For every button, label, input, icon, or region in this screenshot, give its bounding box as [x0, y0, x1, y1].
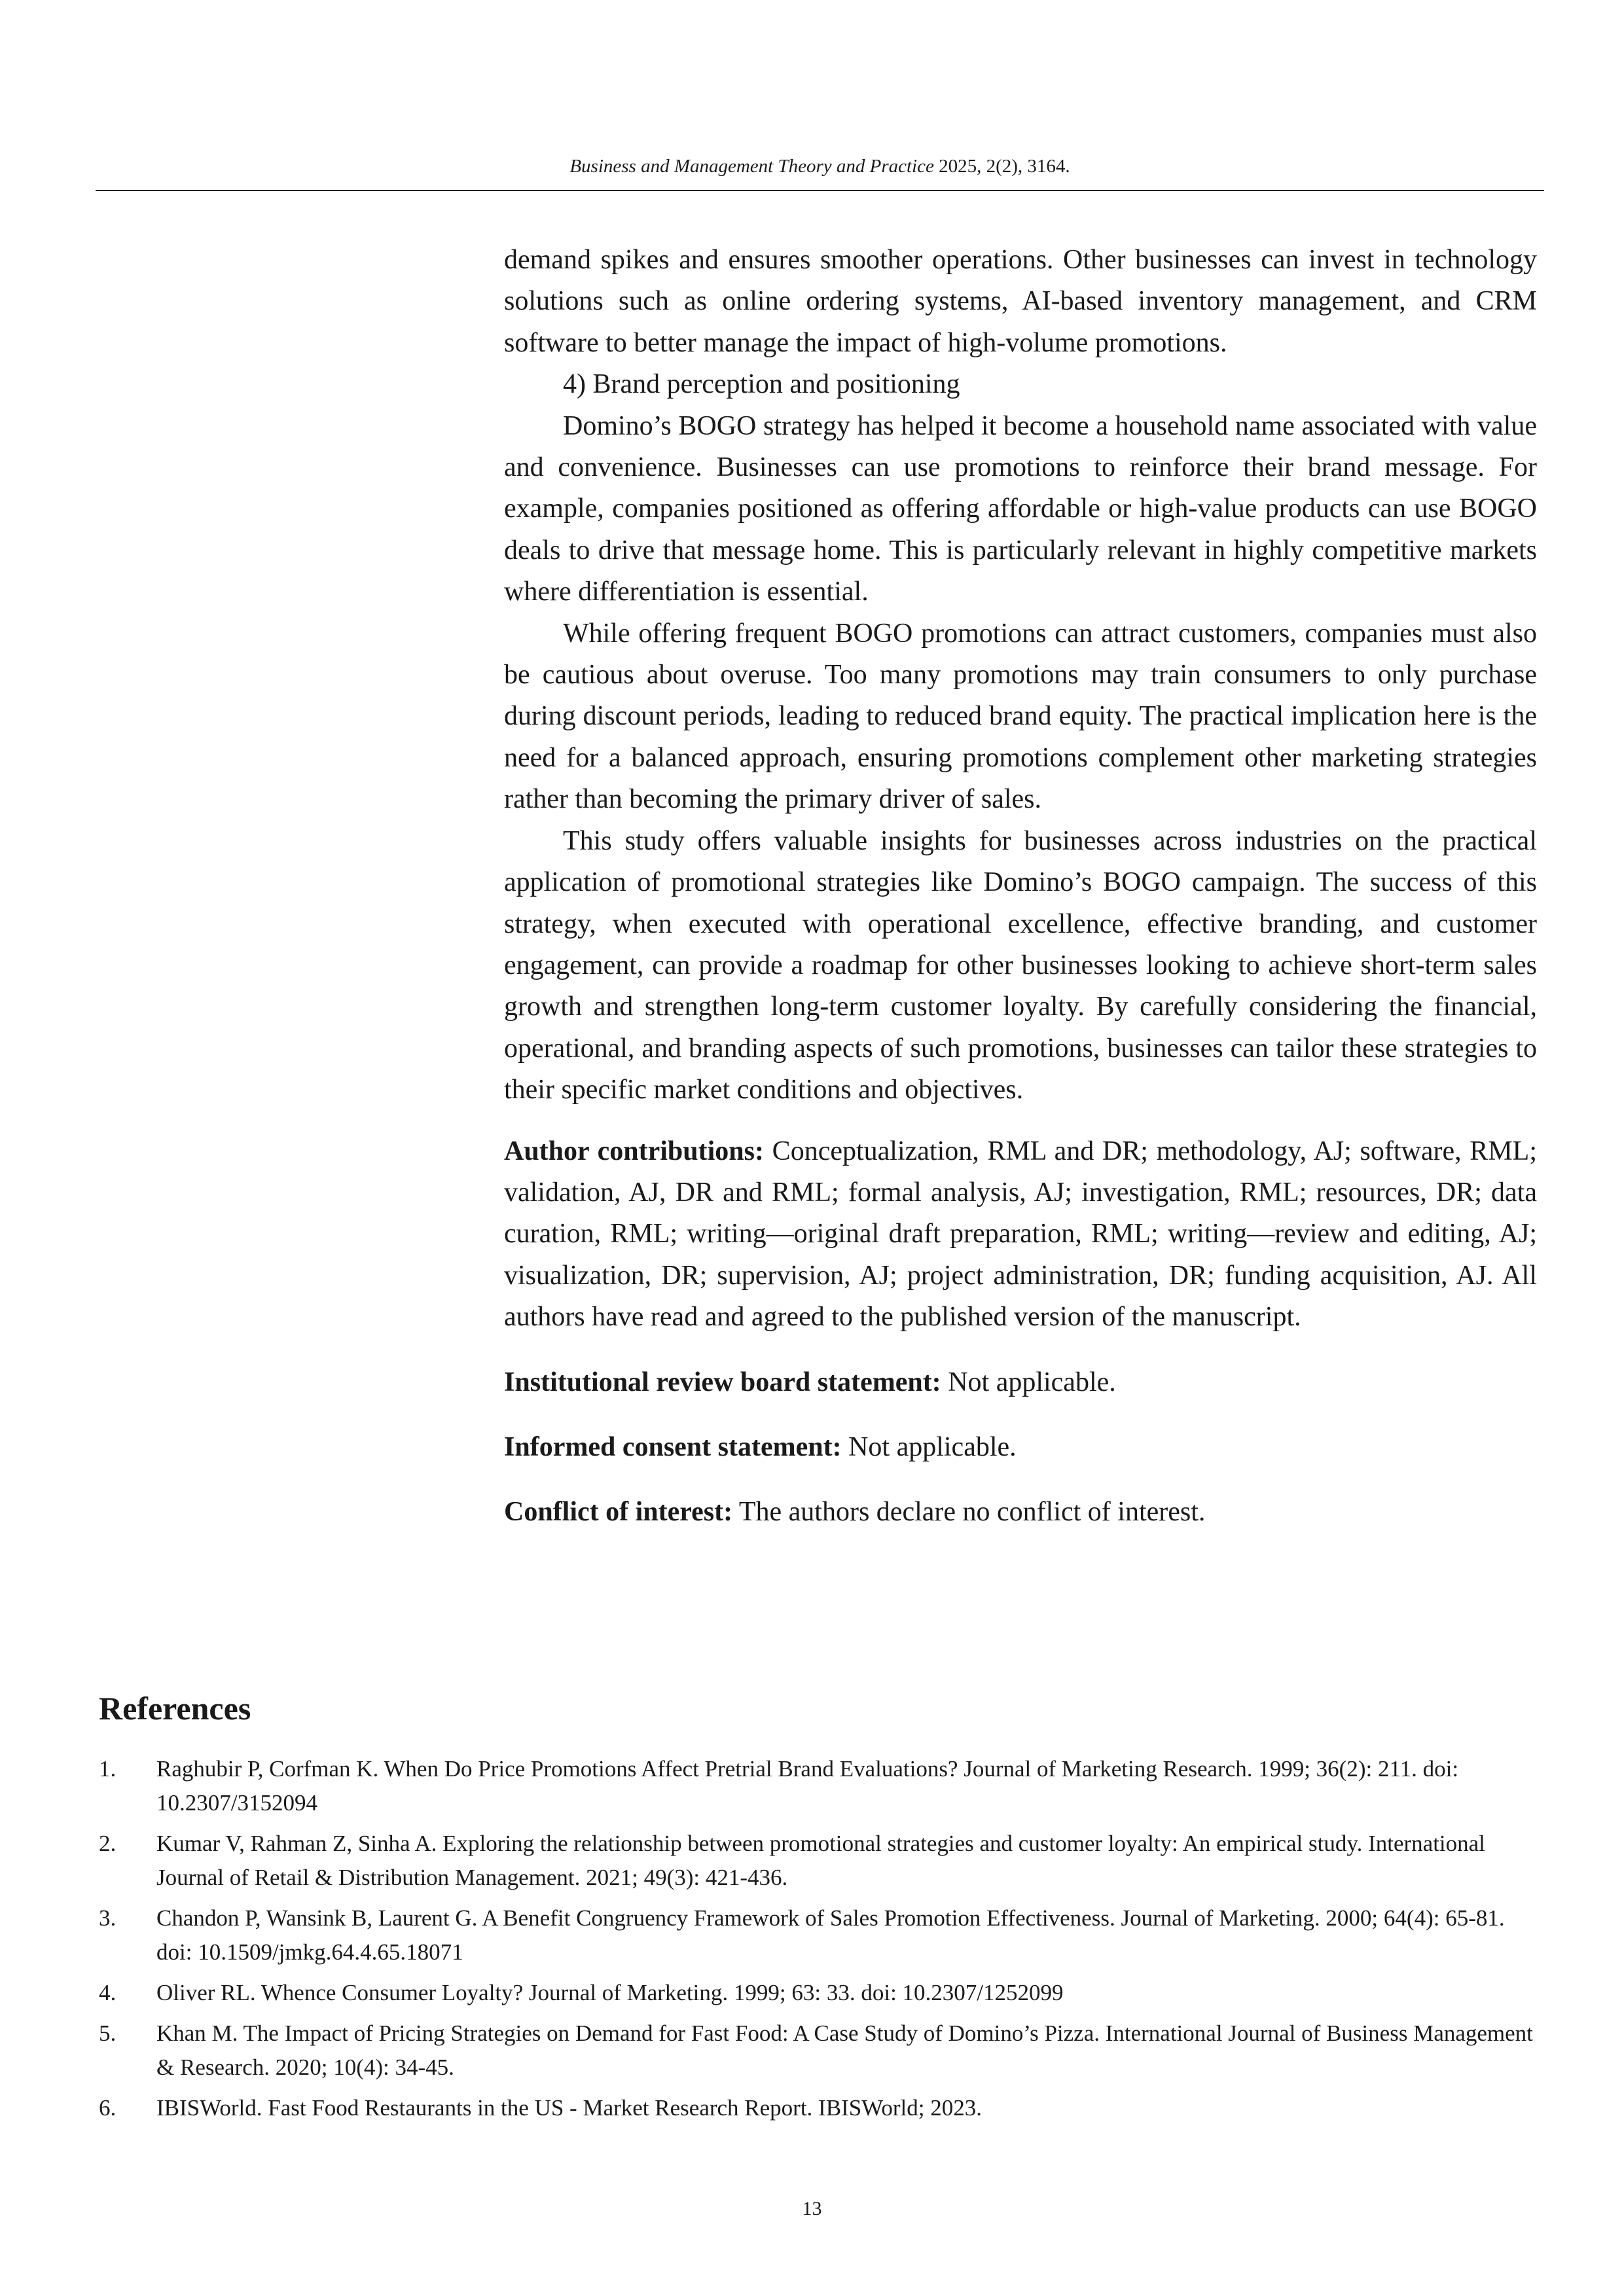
irb-label: Institutional review board statement: — [504, 1367, 941, 1397]
reference-item — [99, 2017, 1539, 2085]
reference-text: Raghubir P, Corfman K. When Do Price Promotions Affect Pretrial Brand Evaluations? Journal of Marketing Research. 1999; 36(2): 211. doi: 10.2307/3152094 — [156, 1756, 1459, 1816]
reference-item — [99, 1827, 1539, 1895]
reference-number: 4. — [99, 1980, 117, 2005]
reference-number: 2. — [99, 1831, 117, 1856]
reference-number: 1. — [99, 1756, 117, 1782]
header-divider — [96, 190, 1544, 191]
page-number: 13 — [802, 2198, 822, 2219]
references-heading: References — [99, 1690, 251, 1727]
reference-text: Oliver RL. Whence Consumer Loyalty? Journal of Marketing. 1999; 63: 33. doi: 10.2307/1252099 — [156, 1980, 1064, 2005]
body-paragraph: Domino’s BOGO strategy has helped it become a household name associated with value and convenience. Businesses can use promotions to reinforce their brand message. For example, companies positioned as offering affordable or high-value products can use BOGO deals to drive that message home. This is particularly relevant in highly competitive markets where differentiation is essential. — [504, 410, 1537, 607]
irb-statement — [504, 1362, 1537, 1403]
main-text-column — [504, 240, 1537, 1534]
journal-citation: 2025, 2(2), 3164. — [933, 156, 1070, 177]
conflict-statement — [504, 1492, 1537, 1533]
reference-item — [99, 1752, 1539, 1820]
reference-item — [99, 1901, 1539, 1969]
reference-number: 6. — [99, 2095, 117, 2121]
author-contributions-statement — [504, 1131, 1537, 1338]
reference-number: 5. — [99, 2020, 117, 2046]
consent-statement — [504, 1427, 1537, 1468]
irb-text: Not applicable. — [941, 1367, 1116, 1397]
section-subheading: 4) Brand perception and positioning — [563, 369, 960, 400]
reference-number: 3. — [99, 1905, 117, 1931]
reference-item — [99, 1976, 1539, 2010]
reference-text: Khan M. The Impact of Pricing Strategies on Demand for Fast Food: A Case Study of Domino’s Pizza. International Journal of Business Management & Research. 2020; 10(4): 34-45. — [156, 2020, 1533, 2080]
conflict-text: The authors declare no conflict of interest. — [732, 1497, 1206, 1528]
running-header — [96, 154, 1544, 178]
reference-item — [99, 2091, 1539, 2125]
author-contributions-text: Conceptualization, RML and DR; methodology, AJ; software, RML; validation, AJ, DR and RML; formal analysis, AJ; investigation, RML; resources, DR; data curation, RML; writing—original draft preparation, RML; writing—review and editing, AJ; visualization, DR; supervision, AJ; project administration, DR; funding acquisition, AJ. All authors have read and agreed to the published version of the manuscript. — [504, 1136, 1537, 1333]
body-paragraph: This study offers valuable insights for businesses across industries on the practical application of promotional strategies like Domino’s BOGO campaign. The success of this strategy, when executed with operational excellence, effective branding, and customer engagement, can provide a roadmap for other businesses looking to achieve short-term sales growth and strengthen long-term customer loyalty. By carefully considering the financial, operational, and branding aspects of such promotions, businesses can tailor these strategies to their specific market conditions and objectives. — [504, 825, 1537, 1105]
conflict-label: Conflict of interest: — [504, 1497, 733, 1528]
reference-text: Chandon P, Wansink B, Laurent G. A Benefit Congruency Framework of Sales Promotion Effectiveness. Journal of Marketing. 2000; 64(4): 65-81. doi: 10.1509/jmkg.64.4.65.18071 — [156, 1905, 1505, 1965]
author-contributions-label: Author contributions: — [504, 1136, 764, 1166]
reference-text: IBISWorld. Fast Food Restaurants in the US - Market Research Report. IBISWorld; 2023. — [156, 2095, 983, 2121]
body-paragraph: While offering frequent BOGO promotions can attract customers, companies must also be cautious about overuse. Too many promotions may train consumers to only purchase during discount periods, leading to reduced brand equity. The practical implication here is the need for a balanced approach, ensuring promotions complement other marketing strategies rather than becoming the primary driver of sales. — [504, 618, 1537, 815]
consent-label: Informed consent statement: — [504, 1431, 842, 1462]
references-list — [99, 1752, 1539, 2132]
body-paragraph: demand spikes and ensures smoother operations. Other businesses can invest in technology solutions such as online ordering systems, AI-based inventory management, and CRM software to better manage the impact of high-volume promotions. — [504, 245, 1537, 358]
reference-text: Kumar V, Rahman Z, Sinha A. Exploring the relationship between promotional strategies and customer loyalty: An empirical study. International Journal of Retail & Distribution Management. 2021; 49(3): 421-436. — [156, 1831, 1485, 1890]
consent-text: Not applicable. — [841, 1431, 1017, 1462]
journal-name: Business and Management Theory and Practice — [569, 156, 934, 177]
